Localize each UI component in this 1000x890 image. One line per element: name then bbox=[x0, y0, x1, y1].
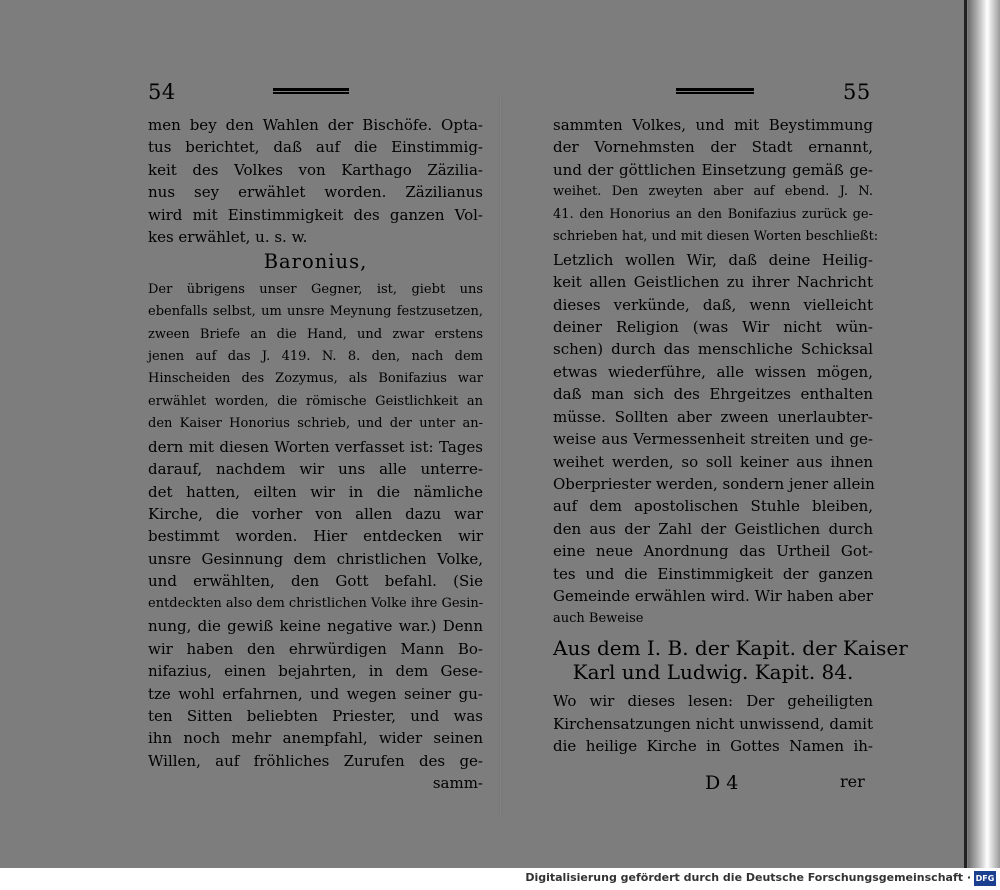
text-line: Oberpriester werden, sondern jener allein bbox=[553, 475, 875, 493]
text-line: den Kaiser Honorius schrieb, und der unter an- bbox=[148, 416, 483, 432]
left-page-number: 54 bbox=[148, 80, 176, 104]
text-line: ten Sitten beliebten Priester, und was bbox=[148, 706, 483, 725]
text-line: nung, die gewiß keine negative war.) Denn bbox=[148, 617, 483, 636]
text-line: weihet. Den zweyten aber auf ebend. J. N. bbox=[553, 184, 873, 200]
text-line: keit des Volkes von Karthago Zäzilia- bbox=[148, 160, 483, 179]
text-line: deiner Religion (was Wir nicht wün- bbox=[553, 317, 873, 336]
text-line: Gemeinde erwählen wird. Wir haben aber bbox=[553, 587, 873, 606]
text-line: 41. den Honorius an den Bonifazius zurück ge- bbox=[553, 206, 873, 222]
text-line: weise aus Vermessenheit streiten und ge- bbox=[553, 430, 873, 449]
text-line: die heilige Kirche in Gottes Namen ih- bbox=[553, 736, 873, 755]
text-line: erwählet worden, die römische Geistlichkeit an bbox=[148, 393, 483, 409]
text-line: weihet werden, so soll keiner aus ihnen bbox=[553, 452, 873, 471]
text-line: dern mit diesen Worten verfasset ist: Tages bbox=[148, 437, 483, 456]
text-line: Willen, auf fröhliches Zurufen des ge- bbox=[148, 751, 483, 770]
text-line: und erwählten, den Gott befahl. (Sie bbox=[148, 572, 483, 591]
right-header-rule bbox=[676, 88, 754, 94]
text-line: auch Beweise bbox=[553, 610, 644, 626]
catchword: samm- bbox=[432, 774, 483, 793]
left-page-text bbox=[148, 114, 483, 795]
text-line: det hatten, eilten wir in die nämliche bbox=[148, 482, 483, 501]
book-gutter bbox=[499, 95, 502, 815]
text-line: zween Briefe an die Hand, und zwar erstens bbox=[148, 326, 483, 342]
text-line: auf dem apostolischen Stuhle bleiben, bbox=[553, 497, 873, 516]
section-heading: Baronius, bbox=[263, 249, 368, 273]
catchword: rer bbox=[840, 772, 865, 791]
text-line: schen) durch das menschliche Schicksal bbox=[553, 340, 873, 359]
text-line: dieses verkünde, daß, wenn vielleicht bbox=[553, 295, 873, 314]
text-line: daß man sich des Ehrgeitzes enthalten bbox=[553, 385, 873, 404]
text-line: tze wohl erfahrnen, und wegen seiner gu- bbox=[148, 684, 483, 703]
text-line: eine neue Anordnung das Urtheil Got- bbox=[553, 542, 873, 561]
text-line: jenen auf das J. 419. N. 8. den, nach dem bbox=[148, 348, 483, 364]
text-line: und der göttlichen Einsetzung gemäß ge- bbox=[553, 160, 873, 179]
section-heading: Karl und Ludwig. Kapit. 84. bbox=[572, 660, 854, 685]
text-line: Hinscheiden des Zozymus, als Bonifazius war bbox=[148, 371, 483, 387]
left-header-rule bbox=[273, 88, 349, 94]
text-line: entdeckten also dem christlichen Volke ihre Gesin- bbox=[148, 595, 484, 611]
text-line: nifazius, einen bejahrten, in dem Gese- bbox=[148, 662, 483, 681]
text-line: unsre Gesinnung dem christlichen Volke, bbox=[148, 549, 483, 568]
text-line: nus sey erwählet worden. Zäzilianus bbox=[148, 183, 483, 202]
text-line: den aus der Zahl der Geistlichen durch bbox=[553, 519, 873, 538]
text-line: wir haben den ehrwürdigen Mann Bo- bbox=[148, 639, 483, 658]
footer-credit: Digitalisierung gefördert durch die Deutsche Forschungsgemeinschaft · bbox=[525, 871, 971, 884]
text-line: der Vornehmsten der Stadt ernannt, bbox=[553, 138, 873, 157]
section-heading: Aus dem I. B. der Kapit. der Kaiser bbox=[553, 636, 908, 661]
text-line: Letzlich wollen Wir, daß deine Heilig- bbox=[553, 250, 873, 269]
text-line: tes und die Einstimmigkeit der ganzen bbox=[553, 564, 873, 583]
text-line: Kirche, die vorher von allen dazu war bbox=[148, 505, 483, 523]
text-line: sammten Volkes, und mit Beystimmung bbox=[553, 116, 873, 134]
text-line: wird mit Einstimmigkeit des ganzen Vol- bbox=[148, 205, 483, 224]
right-page-number: 55 bbox=[843, 80, 871, 104]
signature-mark: D 4 bbox=[705, 772, 739, 794]
text-line: müsse. Sollten aber zween unerlaubter- bbox=[553, 407, 873, 426]
text-line: ihn noch mehr anempfahl, wider seinen bbox=[148, 729, 483, 748]
text-line: keit allen Geistlichen zu ihrer Nachricht bbox=[553, 273, 873, 292]
text-line: Kirchensatzungen nicht unwissend, damit bbox=[553, 714, 873, 733]
book-page-edge bbox=[968, 0, 1000, 868]
text-line: ebenfalls selbst, um unsre Meynung festzusetzen, bbox=[148, 304, 483, 320]
text-line: Der übrigens unser Gegner, ist, giebt uns bbox=[148, 281, 483, 297]
text-line: bestimmt worden. Hier entdecken wir bbox=[148, 527, 483, 546]
text-line: men bey den Wahlen der Bischöfe. Opta- bbox=[148, 116, 483, 134]
text-line: darauf, nachdem wir uns alle unterre- bbox=[148, 460, 483, 479]
text-line: Wo wir dieses lesen: Der geheiligten bbox=[553, 692, 873, 711]
dfg-logo: DFG bbox=[974, 871, 996, 886]
right-page-text bbox=[553, 114, 908, 757]
text-line: tus berichtet, daß auf die Einstimmig- bbox=[148, 138, 483, 157]
text-line: schrieben hat, und mit diesen Worten beschließt: bbox=[553, 229, 879, 245]
text-line: kes erwählet, u. s. w. bbox=[148, 228, 308, 247]
text-line: etwas wiederführe, alle wissen mögen, bbox=[553, 362, 873, 381]
